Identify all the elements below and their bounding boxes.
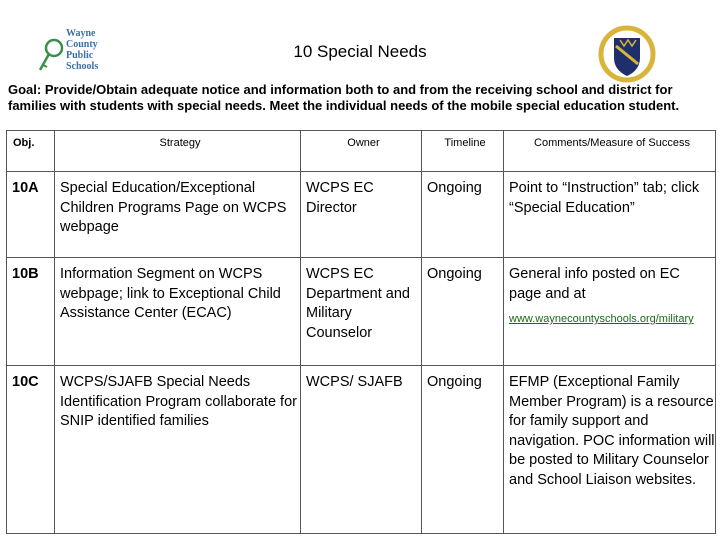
- cell-obj: 10C: [7, 366, 55, 534]
- cell-strategy: Information Segment on WCPS webpage; link to Exceptional Child Assistance Center (ECAC): [55, 258, 301, 366]
- cell-owner: WCPS/ SJAFB: [301, 366, 422, 534]
- col-header-owner: Owner: [301, 131, 422, 172]
- cell-obj: 10A: [7, 172, 55, 258]
- cell-timeline: Ongoing: [422, 258, 504, 366]
- col-header-timeline: Timeline: [422, 131, 504, 172]
- page-title: 10 Special Needs: [293, 42, 427, 61]
- logo-line-3: Public: [66, 50, 94, 61]
- table-row: [7, 258, 716, 366]
- cell-obj: 10B: [7, 258, 55, 366]
- cell-timeline: Ongoing: [422, 366, 504, 534]
- col-header-comments: Comments/Measure of Success: [504, 131, 716, 172]
- cell-comments: Point to “Instruction” tab; click “Special Education”: [504, 172, 716, 258]
- col-header-obj: Obj.: [7, 131, 55, 172]
- goal-text: Goal: Provide/Obtain adequate notice and information both to and from the receiving school and district for families with students with special needs. Meet the individual needs of the mobile special education student.: [8, 82, 680, 113]
- table-header-row: [7, 131, 716, 172]
- cell-strategy: WCPS/SJAFB Special Needs Identification Program collaborate for SNIP identified families: [55, 366, 301, 534]
- col-header-strategy: Strategy: [55, 131, 301, 172]
- cell-owner: WCPS EC Director: [301, 172, 422, 258]
- logo-line-2: County: [66, 39, 98, 50]
- logo-line-4: Schools: [66, 61, 99, 72]
- comments-text: General info posted on EC page and at: [509, 266, 680, 302]
- cell-owner: WCPS EC Department and Military Counselor: [301, 258, 422, 366]
- logo-line-1: Wayne: [66, 28, 96, 39]
- table-row: [7, 172, 716, 258]
- cell-comments: [504, 258, 716, 366]
- cell-strategy: Special Education/Exceptional Children Programs Page on WCPS webpage: [55, 172, 301, 258]
- cell-comments: EFMP (Exceptional Family Member Program) is a resource for family support and navigation. POC information will be posted to Military Counselor and School Liaison websites.: [504, 366, 716, 534]
- table-row: [7, 366, 716, 534]
- strategy-table: [6, 130, 716, 534]
- cell-timeline: Ongoing: [422, 172, 504, 258]
- military-link[interactable]: www.waynecountyschools.org/military: [509, 313, 694, 325]
